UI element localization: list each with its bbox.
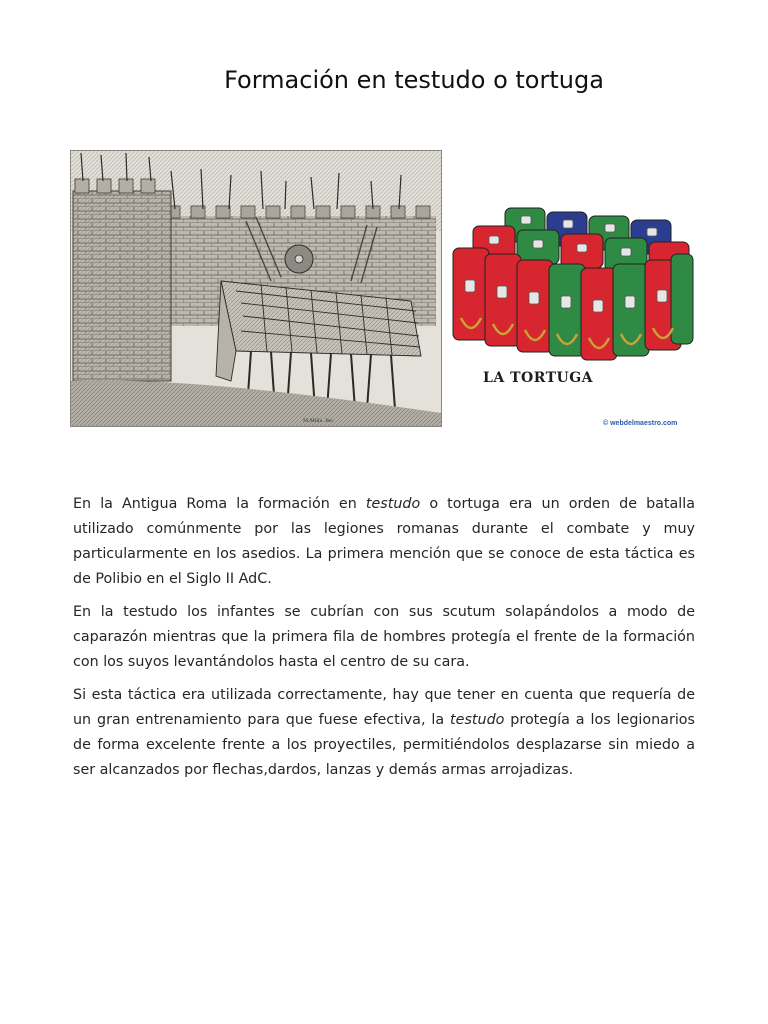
engraving-illustration — [71, 151, 441, 426]
article-body — [73, 492, 695, 791]
la-tortuga-image — [443, 198, 699, 436]
paragraph-1 — [73, 492, 695, 592]
paragraph-1-text-a: En la Antigua Roma la formación en — [73, 496, 366, 512]
page-title: Formación en testudo o tortuga — [224, 66, 604, 94]
tortuga-caption: LA TORTUGA — [483, 370, 594, 386]
paragraph-1-text-b: o tortuga era un orden de batalla utilizado comúnmente por las legiones romanas durante el combate y muy particularmente en los asedios. La primera mención que se conoce de esta táctica es de Polibio en el Siglo II AdC. — [73, 496, 696, 587]
paragraph-3 — [73, 683, 695, 783]
paragraph-1-emphasis: testudo — [365, 496, 421, 512]
tortuga-shields-illustration — [443, 198, 699, 368]
testudo-engraving-image — [70, 150, 442, 427]
engraving-signature: M.Mills. fec. — [303, 418, 335, 424]
paragraph-3-text-b: protegía a los legionarios de forma excelente frente a los proyectiles, permitiéndolos desplazarse sin miedo a ser alcanzados por flechas,dardos, lanzas y demás armas arrojadizas. — [73, 712, 695, 778]
paragraph-2: En la testudo los infantes se cubrían con sus scutum solapándolos a modo de caparazón mientras que la primera fila de hombres protegía el frente de la formación con los suyos levantándolos hasta el centro de su cara. — [73, 604, 695, 670]
image-credit: © webdelmaestro.com — [603, 420, 678, 427]
paragraph-3-text-a: Si esta táctica era utilizada correctamente, hay que tener en cuenta que requería de un gran entrenamiento para que fuese efectiva, la — [73, 687, 695, 728]
paragraph-3-emphasis: testudo — [450, 712, 505, 728]
